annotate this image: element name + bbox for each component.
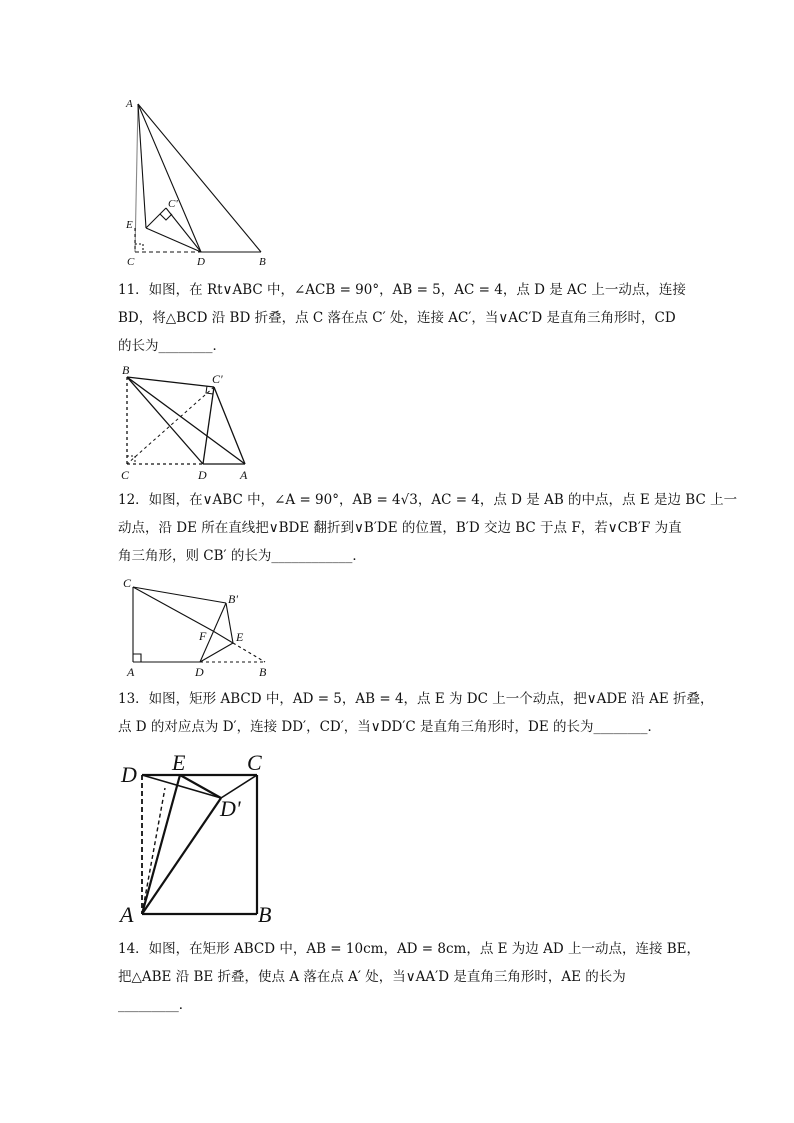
label-D-prime: D' xyxy=(220,796,241,821)
label-B: B xyxy=(259,256,266,268)
line-ED-prime xyxy=(180,775,221,798)
label-C-prime: C' xyxy=(212,372,223,386)
label-D: D xyxy=(195,665,204,679)
line-AE xyxy=(142,775,180,914)
line-C-prime-D xyxy=(203,387,214,464)
question-11-line-3: 的长为________． xyxy=(118,338,226,354)
question-12-line-2: 动点，沿 DE 所在直线把∨BDE 翻折到∨B′DE 的位置，B′D 交边 BC 于点 F，若∨CB′F 为直 xyxy=(118,520,682,536)
line-AB xyxy=(138,104,261,252)
question-14-line-2: 把△ABE 沿 BE 折叠，使点 A 落在点 A′ 处，当∨AA′D 是直角三角形时，AE 的长为 xyxy=(118,969,626,985)
label-A: A xyxy=(126,98,133,110)
question-13-line-2: 点 D 的对应点为 D′，连接 DD′，CD′，当∨DD′C 是直角三角形时，DE 的长为________． xyxy=(118,719,661,735)
figure-q12 xyxy=(116,572,276,684)
line-CD-prime xyxy=(221,775,257,798)
question-14-line-3: _________． xyxy=(118,997,193,1013)
label-E: E xyxy=(236,630,244,644)
label-A: A xyxy=(240,468,248,482)
label-E: E xyxy=(172,750,186,775)
question-12-line-1: 12．如图，在∨ABC 中，∠A = 90°，AB = 4√3，AC = 4，点 D 是 AB 的中点，点 E 是边 BC 上一 xyxy=(118,492,738,508)
question-13 xyxy=(118,685,714,741)
figure-q13 xyxy=(118,748,288,928)
right-angle-C xyxy=(135,244,143,252)
figure-q11 xyxy=(116,360,266,485)
question-11-line-1: 11．如图，在 Rt∨ABC 中，∠ACB = 90°，AB = 5，AC = 4，点 D 是 AC 上一动点，连接 xyxy=(118,282,686,298)
line-DD-prime xyxy=(142,775,221,798)
label-C: C xyxy=(247,750,262,775)
line-AD-prime xyxy=(142,798,221,914)
label-C-prime: C' xyxy=(168,198,178,210)
label-F: F xyxy=(199,629,207,643)
label-B: B xyxy=(122,363,130,377)
label-B-prime: B' xyxy=(228,592,238,606)
label-C: C xyxy=(127,256,135,268)
label-B: B xyxy=(259,665,267,679)
label-C: C xyxy=(123,576,132,590)
line-AE xyxy=(138,104,146,228)
question-12 xyxy=(118,486,738,570)
label-A: A xyxy=(127,665,135,679)
label-E: E xyxy=(126,219,133,231)
line-AD-dashed-diag xyxy=(142,788,165,914)
question-13-line-1: 13．如图，矩形 ABCD 中，AD = 5，AB = 4，点 E 为 DC 上一个动点，把∨ADE 沿 AE 折叠， xyxy=(118,691,714,707)
line-BC-prime xyxy=(127,377,214,387)
question-11 xyxy=(118,276,686,360)
right-angle-A xyxy=(133,654,141,662)
line-AD xyxy=(138,104,201,252)
line-DE xyxy=(200,643,233,662)
line-EC-prime xyxy=(146,208,166,228)
line-FE xyxy=(213,631,233,643)
line-EB-dashed xyxy=(233,643,265,662)
label-A: A xyxy=(120,902,134,927)
figure-q10 xyxy=(118,90,288,270)
question-14 xyxy=(118,935,701,1019)
label-B: B xyxy=(258,902,272,927)
question-12-line-3: 角三角形，则 CB′ 的长为____________． xyxy=(118,548,366,564)
right-angle-C-prime xyxy=(160,214,172,220)
question-11-line-2: BD，将△BCD 沿 BD 折叠，点 C 落在点 C′ 处，连接 AC′，当∨AC′D 是直角三角形时，CD xyxy=(118,310,676,326)
label-C: C xyxy=(121,468,130,482)
label-D: D xyxy=(197,256,205,268)
line-BD xyxy=(127,377,203,464)
label-D: D xyxy=(121,762,137,787)
question-14-line-1: 14．如图，在矩形 ABCD 中，AB = 10cm，AD = 8cm，点 E 为边 AD 上一动点，连接 BE， xyxy=(118,941,701,957)
line-C-prime-B-dashed xyxy=(127,387,214,464)
label-D: D xyxy=(198,468,207,482)
line-B-prime-E xyxy=(226,603,233,643)
